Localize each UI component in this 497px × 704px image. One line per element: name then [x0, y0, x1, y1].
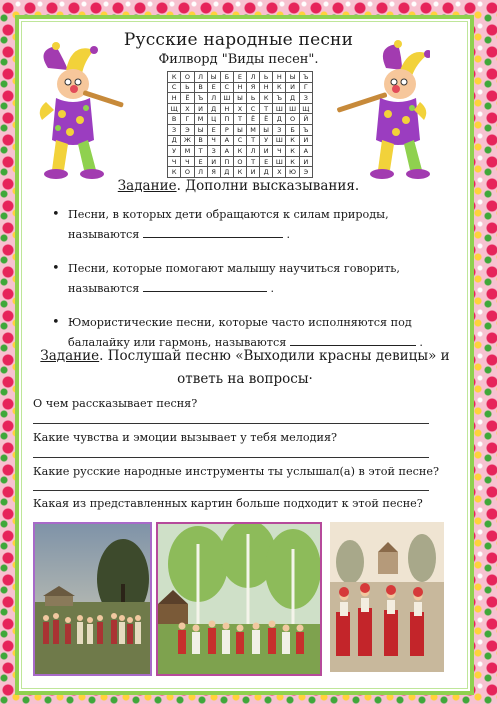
grid-cell[interactable]: Х: [233, 103, 246, 114]
painting-1[interactable]: [33, 522, 152, 676]
grid-cell[interactable]: Т: [247, 156, 260, 167]
answer-blank[interactable]: [143, 279, 267, 292]
grid-cell[interactable]: Н: [168, 93, 181, 104]
grid-cell[interactable]: Е: [207, 124, 220, 135]
painting-2-image: [158, 524, 320, 674]
grid-cell[interactable]: С: [233, 135, 246, 146]
grid-cell[interactable]: Р: [220, 124, 233, 135]
grid-cell[interactable]: Ё: [260, 114, 273, 125]
grid-row: [168, 114, 313, 125]
grid-cell[interactable]: Ш: [286, 103, 299, 114]
grid-cell[interactable]: Д: [286, 93, 299, 104]
grid-cell[interactable]: З: [168, 124, 181, 135]
grid-cell[interactable]: Т: [194, 146, 207, 157]
task1-heading: [0, 178, 477, 194]
grid-row: [168, 124, 313, 135]
grid-cell[interactable]: Ы: [286, 72, 299, 83]
task2-text: . Послушай песню «Выходили красны девицы» и ответь на вопросы·: [99, 348, 450, 387]
grid-cell[interactable]: Л: [207, 93, 220, 104]
grid-cell[interactable]: Х: [181, 103, 194, 114]
page-subtitle: Филворд "Виды песен".: [158, 52, 319, 67]
grid-cell[interactable]: Ш: [273, 135, 286, 146]
item-line1: Юмористические песни, которые часто исполняются под: [68, 316, 412, 329]
grid-cell[interactable]: К: [286, 135, 299, 146]
grid-cell[interactable]: М: [181, 146, 194, 157]
grid-cell[interactable]: Ё: [247, 114, 260, 125]
question-4: Какая из представленных картин больше подходит к этой песне?: [33, 497, 423, 510]
grid-cell[interactable]: Д: [207, 103, 220, 114]
grid-cell[interactable]: Т: [260, 103, 273, 114]
grid-cell[interactable]: Д: [260, 167, 273, 178]
grid-cell[interactable]: Н: [260, 82, 273, 93]
grid-cell[interactable]: Г: [299, 82, 312, 93]
grid-cell[interactable]: З: [273, 124, 286, 135]
grid-cell[interactable]: Ы: [260, 124, 273, 135]
grid-cell[interactable]: П: [220, 114, 233, 125]
grid-cell[interactable]: К: [233, 146, 246, 157]
grid-cell[interactable]: У: [168, 146, 181, 157]
painting-1-image: [35, 524, 150, 674]
answer-line-1[interactable]: [33, 423, 429, 424]
task2-heading: [40, 345, 450, 391]
grid-cell[interactable]: Я: [247, 82, 260, 93]
grid-cell[interactable]: К: [260, 93, 273, 104]
grid-cell[interactable]: Т: [233, 114, 246, 125]
grid-cell[interactable]: Л: [194, 167, 207, 178]
grid-row: [168, 156, 313, 167]
grid-cell[interactable]: Ж: [181, 135, 194, 146]
grid-cell[interactable]: М: [194, 114, 207, 125]
item-line2: балалайку или гармонь, называются: [68, 336, 287, 349]
grid-cell[interactable]: Ш: [220, 93, 233, 104]
grid-cell[interactable]: Ч: [207, 135, 220, 146]
item-end: .: [270, 282, 275, 295]
grid-cell[interactable]: Л: [247, 146, 260, 157]
item-line2: называются: [68, 282, 140, 295]
grid-cell[interactable]: Ю: [286, 167, 299, 178]
grid-cell[interactable]: З: [299, 93, 312, 104]
grid-cell[interactable]: А: [220, 146, 233, 157]
grid-cell[interactable]: М: [247, 124, 260, 135]
grid-cell[interactable]: В: [194, 82, 207, 93]
question-2: Какие чувства и эмоции вызывает у тебя мелодия?: [33, 431, 337, 444]
grid-cell[interactable]: В: [168, 114, 181, 125]
item-line2: называются: [68, 228, 140, 241]
grid-cell[interactable]: Д: [168, 135, 181, 146]
grid-row: [168, 72, 313, 83]
grid-cell[interactable]: Ы: [207, 72, 220, 83]
grid-cell[interactable]: Е: [194, 156, 207, 167]
grid-cell[interactable]: Ь: [181, 82, 194, 93]
grid-cell[interactable]: Ч: [273, 146, 286, 157]
word-search-grid: [167, 71, 313, 178]
grid-cell[interactable]: З: [207, 146, 220, 157]
grid-cell[interactable]: Ь: [247, 93, 260, 104]
grid-cell[interactable]: Ы: [194, 124, 207, 135]
grid-cell[interactable]: Л: [194, 72, 207, 83]
grid-cell[interactable]: Н: [233, 82, 246, 93]
grid-cell[interactable]: Й: [299, 114, 312, 125]
grid-cell[interactable]: Ч: [181, 156, 194, 167]
grid-cell[interactable]: О: [181, 72, 194, 83]
grid-cell[interactable]: С: [220, 82, 233, 93]
grid-cell[interactable]: К: [273, 82, 286, 93]
grid-cell[interactable]: Л: [247, 72, 260, 83]
question-1: О чем рассказывает песня?: [33, 397, 198, 410]
grid-cell[interactable]: Б: [286, 124, 299, 135]
grid-cell[interactable]: Ъ: [299, 124, 312, 135]
grid-cell[interactable]: Н: [273, 72, 286, 83]
task1-label: Задание: [117, 178, 177, 194]
grid-cell[interactable]: Б: [220, 72, 233, 83]
answer-blank[interactable]: [143, 225, 283, 238]
grid-cell[interactable]: О: [233, 156, 246, 167]
grid-cell[interactable]: Ч: [168, 156, 181, 167]
grid-cell[interactable]: К: [168, 72, 181, 83]
fill-in-list: [48, 205, 428, 367]
grid-cell[interactable]: У: [260, 135, 273, 146]
grid-cell[interactable]: Х: [273, 167, 286, 178]
grid-cell[interactable]: И: [260, 146, 273, 157]
grid-cell[interactable]: А: [299, 146, 312, 157]
grid-cell[interactable]: Щ: [168, 103, 181, 114]
grid-cell[interactable]: К: [286, 156, 299, 167]
task1-text: . Дополни высказывания.: [176, 178, 360, 194]
grid-cell[interactable]: О: [181, 167, 194, 178]
grid-cell[interactable]: Ъ: [194, 93, 207, 104]
answer-line-3[interactable]: [33, 490, 429, 491]
item-end: .: [286, 228, 291, 241]
grid-row: [168, 82, 313, 93]
grid-cell[interactable]: Ь: [260, 72, 273, 83]
item-end: .: [419, 336, 423, 349]
grid-cell[interactable]: И: [207, 156, 220, 167]
list-item: [48, 205, 428, 245]
grid-cell[interactable]: Ё: [181, 93, 194, 104]
grid-cell[interactable]: Д: [220, 167, 233, 178]
painting-3-image: [330, 522, 444, 672]
grid-row: [168, 103, 313, 114]
grid-cell[interactable]: Г: [181, 114, 194, 125]
grid-cell[interactable]: Щ: [299, 103, 312, 114]
painting-2[interactable]: [156, 522, 322, 676]
grid-row: [168, 93, 313, 104]
grid-cell[interactable]: И: [299, 135, 312, 146]
grid-row: [168, 167, 313, 178]
grid-cell[interactable]: Е: [233, 72, 246, 83]
grid-row: [168, 135, 313, 146]
grid-cell[interactable]: Ш: [273, 103, 286, 114]
grid-cell[interactable]: Д: [273, 114, 286, 125]
item-line1: Песни, которые помогают малышу научиться говорить,: [68, 262, 400, 275]
grid-cell[interactable]: Е: [260, 156, 273, 167]
painting-3[interactable]: [330, 522, 444, 672]
grid-cell[interactable]: Ш: [273, 156, 286, 167]
grid-cell[interactable]: Э: [299, 167, 312, 178]
grid-cell[interactable]: И: [247, 167, 260, 178]
grid-cell[interactable]: Ъ: [299, 72, 312, 83]
task2-label: Задание: [40, 348, 100, 364]
grid-cell[interactable]: Ы: [233, 124, 246, 135]
grid-cell[interactable]: Ц: [207, 114, 220, 125]
grid-cell[interactable]: К: [233, 167, 246, 178]
grid-cell[interactable]: К: [168, 167, 181, 178]
grid-cell[interactable]: К: [286, 146, 299, 157]
page-title: Русские народные песни: [123, 30, 354, 50]
grid-cell[interactable]: Т: [247, 135, 260, 146]
grid-cell[interactable]: И: [194, 103, 207, 114]
answer-line-2[interactable]: [33, 457, 429, 458]
grid-cell[interactable]: О: [286, 114, 299, 125]
grid-cell[interactable]: Ы: [233, 93, 246, 104]
grid-cell[interactable]: И: [286, 82, 299, 93]
jester-illustration-left: [28, 40, 128, 190]
grid-cell[interactable]: С: [168, 82, 181, 93]
grid-cell[interactable]: Ъ: [273, 93, 286, 104]
list-item: [48, 259, 428, 299]
grid-cell[interactable]: П: [220, 156, 233, 167]
grid-cell[interactable]: С: [247, 103, 260, 114]
grid-cell[interactable]: И: [299, 156, 312, 167]
grid-cell[interactable]: Е: [207, 82, 220, 93]
jester-illustration-right: [330, 40, 430, 190]
grid-cell[interactable]: Я: [207, 167, 220, 178]
grid-cell[interactable]: Н: [220, 103, 233, 114]
question-3: Какие русские народные инструменты ты услышал(а) в этой песне?: [33, 465, 439, 478]
item-line1: Песни, в которых дети обращаются к силам природы,: [68, 208, 389, 221]
grid-cell[interactable]: В: [194, 135, 207, 146]
grid-cell[interactable]: Э: [181, 124, 194, 135]
grid-row: [168, 146, 313, 157]
grid-cell[interactable]: А: [220, 135, 233, 146]
